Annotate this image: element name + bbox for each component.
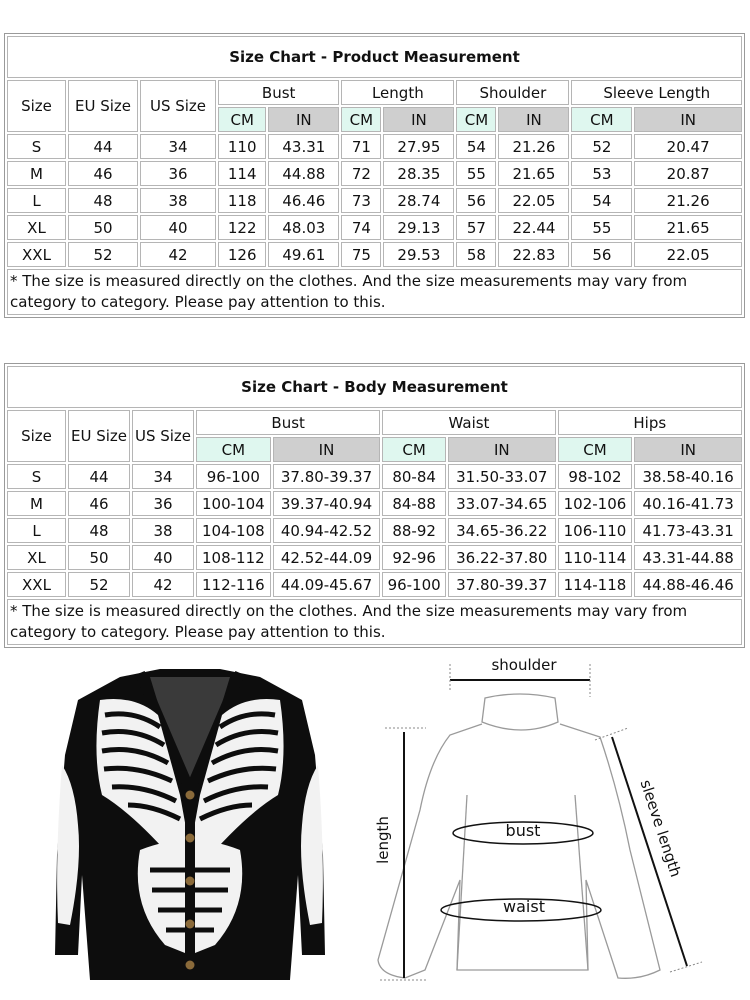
table-cell: 33.07-34.65 [448, 491, 556, 516]
unit-cm: CM [571, 107, 632, 132]
table-cell: 44 [68, 134, 138, 159]
table-cell: 20.47 [634, 134, 742, 159]
table-cell: 28.35 [383, 161, 454, 186]
unit-in: IN [383, 107, 454, 132]
table-cell: 40.16-41.73 [634, 491, 742, 516]
table-row [7, 188, 742, 213]
table-cell: 39.37-40.94 [273, 491, 381, 516]
table-cell: 38 [132, 518, 194, 543]
table-cell: 110-114 [558, 545, 633, 570]
table-cell: 37.80-39.37 [448, 572, 556, 597]
header-sleeve-length: Sleeve Length [571, 80, 742, 105]
table-title: Size Chart - Body Measurement [7, 366, 742, 408]
table-cell: S [7, 464, 66, 489]
table-cell: 44.09-45.67 [273, 572, 381, 597]
table-cell: 75 [341, 242, 381, 267]
unit-in: IN [634, 107, 742, 132]
table-cell: 22.05 [634, 242, 742, 267]
table-cell: 22.83 [498, 242, 569, 267]
table-cell: 48.03 [268, 215, 339, 240]
table-cell: 27.95 [383, 134, 454, 159]
header-shoulder: Shoulder [456, 80, 569, 105]
label-waist: waist [503, 897, 545, 916]
table-cell: 43.31 [268, 134, 339, 159]
table-row [7, 215, 742, 240]
label-bust: bust [505, 821, 541, 840]
table-cell: 44.88 [268, 161, 339, 186]
table-cell: 58 [456, 242, 496, 267]
table-cell: 31.50-33.07 [448, 464, 556, 489]
table-row [7, 491, 742, 516]
table-cell: S [7, 134, 66, 159]
header-us-size: US Size [132, 410, 194, 462]
header-size: Size [7, 80, 66, 132]
header-length: Length [341, 80, 454, 105]
table-cell: 46 [68, 491, 130, 516]
table-cell: 72 [341, 161, 381, 186]
label-shoulder: shoulder [491, 656, 557, 674]
table-cell: 29.13 [383, 215, 454, 240]
table-cell: 52 [571, 134, 632, 159]
table-row [7, 134, 742, 159]
table-cell: 38.58-40.16 [634, 464, 742, 489]
header-eu-size: EU Size [68, 80, 138, 132]
table-cell: 21.65 [634, 215, 742, 240]
table-cell: 71 [341, 134, 381, 159]
table-cell: 54 [571, 188, 632, 213]
table-cell: 52 [68, 242, 138, 267]
table-row [7, 464, 742, 489]
table-cell: 20.87 [634, 161, 742, 186]
table-cell: 21.26 [634, 188, 742, 213]
unit-cm: CM [456, 107, 496, 132]
table-cell: 108-112 [196, 545, 271, 570]
table-row [7, 545, 742, 570]
table-cell: 50 [68, 215, 138, 240]
header-bust: Bust [218, 80, 339, 105]
unit-in: IN [498, 107, 569, 132]
table-cell: 46 [68, 161, 138, 186]
unit-cm: CM [196, 437, 271, 462]
table-cell: 110 [218, 134, 266, 159]
table-cell: 36.22-37.80 [448, 545, 556, 570]
table-cell: 106-110 [558, 518, 633, 543]
table-cell: 102-106 [558, 491, 633, 516]
table-cell: 96-100 [382, 572, 446, 597]
body-table-body [7, 464, 742, 597]
table-cell: 41.73-43.31 [634, 518, 742, 543]
table-cell: 37.80-39.37 [273, 464, 381, 489]
label-sleeve-length: sleeve length [636, 777, 685, 880]
table-cell: 48 [68, 188, 138, 213]
table-cell: 40.94-42.52 [273, 518, 381, 543]
table-cell: 54 [456, 134, 496, 159]
table-cell: 44.88-46.46 [634, 572, 742, 597]
table-cell: 40 [140, 215, 216, 240]
table-cell: 50 [68, 545, 130, 570]
header-bust: Bust [196, 410, 380, 435]
table-cell: 118 [218, 188, 266, 213]
unit-in: IN [448, 437, 556, 462]
table-cell: 22.44 [498, 215, 569, 240]
table-cell: 56 [571, 242, 632, 267]
body-measurement-table [4, 363, 745, 648]
table-cell: 49.61 [268, 242, 339, 267]
table-cell: 34 [132, 464, 194, 489]
table-row [7, 572, 742, 597]
unit-cm: CM [382, 437, 446, 462]
table-cell: 48 [68, 518, 130, 543]
table-cell: 40 [132, 545, 194, 570]
product-measurement-table [4, 33, 745, 318]
table-cell: 56 [456, 188, 496, 213]
table-cell: 84-88 [382, 491, 446, 516]
measurement-diagram [360, 640, 750, 1000]
table-cell: XL [7, 215, 66, 240]
header-eu-size: EU Size [68, 410, 130, 462]
table-title: Size Chart - Product Measurement [7, 36, 742, 78]
table-cell: M [7, 491, 66, 516]
unit-cm: CM [558, 437, 633, 462]
header-us-size: US Size [140, 80, 216, 132]
label-length: length [374, 816, 392, 864]
table-cell: 88-92 [382, 518, 446, 543]
table-cell: 36 [140, 161, 216, 186]
product-image [40, 655, 340, 990]
unit-in: IN [273, 437, 381, 462]
table-cell: 57 [456, 215, 496, 240]
table-cell: 46.46 [268, 188, 339, 213]
header-waist: Waist [382, 410, 555, 435]
table-cell: 114-118 [558, 572, 633, 597]
table-cell: XXL [7, 242, 66, 267]
table-cell: 21.26 [498, 134, 569, 159]
table-cell: 36 [132, 491, 194, 516]
unit-cm: CM [341, 107, 381, 132]
table-row [7, 242, 742, 267]
table-cell: M [7, 161, 66, 186]
table-cell: 98-102 [558, 464, 633, 489]
header-hips: Hips [558, 410, 742, 435]
table-cell: 21.65 [498, 161, 569, 186]
table-cell: 96-100 [196, 464, 271, 489]
table-cell: 28.74 [383, 188, 454, 213]
table-cell: XXL [7, 572, 66, 597]
table-cell: 122 [218, 215, 266, 240]
table-cell: 42.52-44.09 [273, 545, 381, 570]
table-cell: 53 [571, 161, 632, 186]
table-cell: XL [7, 545, 66, 570]
table-note: * The size is measured directly on the clothes. And the size measurements may vary from category to category. Please pay attention to this. [7, 599, 742, 645]
table-cell: 126 [218, 242, 266, 267]
table-row [7, 161, 742, 186]
product-table-body [7, 134, 742, 267]
table-cell: 52 [68, 572, 130, 597]
table-cell: 34 [140, 134, 216, 159]
table-cell: 29.53 [383, 242, 454, 267]
table-row [7, 518, 742, 543]
header-size: Size [7, 410, 66, 462]
table-cell: L [7, 518, 66, 543]
table-cell: 55 [456, 161, 496, 186]
table-cell: 114 [218, 161, 266, 186]
unit-in: IN [268, 107, 339, 132]
table-cell: 42 [140, 242, 216, 267]
table-cell: 104-108 [196, 518, 271, 543]
table-cell: 34.65-36.22 [448, 518, 556, 543]
table-cell: 74 [341, 215, 381, 240]
unit-in: IN [634, 437, 742, 462]
table-cell: 42 [132, 572, 194, 597]
table-cell: 22.05 [498, 188, 569, 213]
table-cell: 73 [341, 188, 381, 213]
table-cell: 92-96 [382, 545, 446, 570]
table-cell: 55 [571, 215, 632, 240]
table-cell: 43.31-44.88 [634, 545, 742, 570]
unit-cm: CM [218, 107, 266, 132]
table-cell: 112-116 [196, 572, 271, 597]
table-cell: L [7, 188, 66, 213]
table-cell: 100-104 [196, 491, 271, 516]
table-cell: 38 [140, 188, 216, 213]
table-note: * The size is measured directly on the clothes. And the size measurements may vary from category to category. Please pay attention to this. [7, 269, 742, 315]
table-cell: 80-84 [382, 464, 446, 489]
table-cell: 44 [68, 464, 130, 489]
